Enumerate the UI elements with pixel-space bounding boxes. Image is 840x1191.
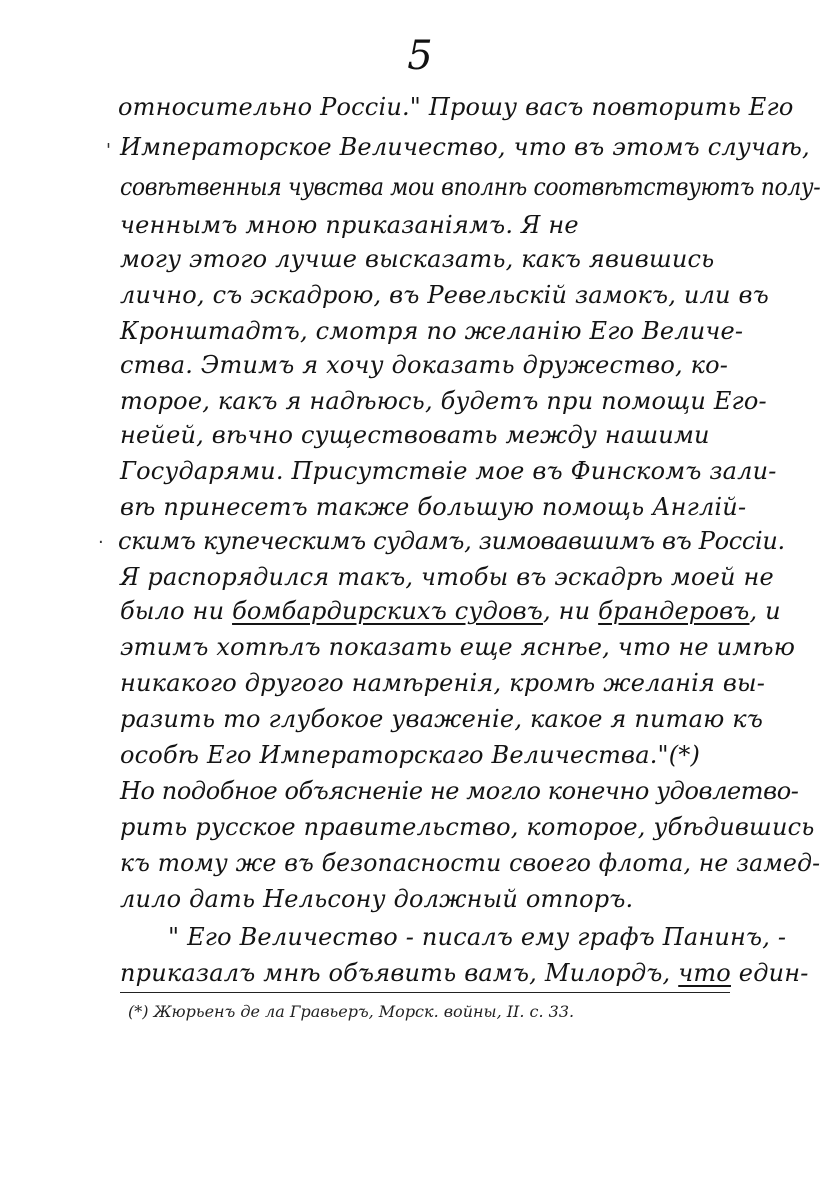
text-line: скимъ купеческимъ судамъ, зимовавшимъ въ Россіи. <box>118 527 785 555</box>
text-line: торое, какъ я надѣюсь, будетъ при помощи Его- <box>120 387 767 415</box>
text-line: этимъ хотѣлъ показать еще яснѣе, что не имѣю <box>120 633 796 661</box>
text-line: ченнымъ мною приказаніямъ. Я не <box>120 211 579 239</box>
text-line: разить то глубокое уваженіе, какое я питаю къ <box>120 705 764 733</box>
text-line: Я распорядился такъ, чтобы въ эскадрѣ моей не <box>120 563 774 591</box>
text-line: никакого другого намѣренія, кромѣ желанія вы- <box>120 669 766 697</box>
underlined-word: бомбардирскихъ судовъ <box>232 597 543 625</box>
underlined-word: брандеровъ <box>598 597 750 625</box>
text-line: ства. Этимъ я хочу доказать дружество, ко- <box>120 351 729 379</box>
text-line: Императорское Величество, что въ этомъ случаѣ, <box>120 133 810 161</box>
text-line: лично, съ эскадрою, въ Ревельскій замокъ, или въ <box>120 281 769 309</box>
underlined-word: что <box>678 959 731 987</box>
text-line: нейей, вѣчно существовать между нашими <box>120 421 710 449</box>
footnote: (*) Жюрьенъ де ла Гравьеръ, Морск. войны, II. с. 33. <box>128 1002 575 1021</box>
text-line: было ни бомбардирскихъ судовъ, ни брандеровъ, и <box>120 597 781 625</box>
margin-mark: ' <box>106 140 111 161</box>
text-line: относительно Россіи." Прошу васъ повторить Его <box>118 93 794 121</box>
text-line: " Его Величество - писалъ ему графъ Панинъ, - <box>168 923 787 951</box>
text-line: къ тому же въ безопасности своего флота, не замед- <box>120 849 821 877</box>
margin-mark: · <box>98 532 104 553</box>
text-line: могу этого лучше высказать, какъ явившись <box>120 245 715 273</box>
text-line: Но подобное объясненіе не могло конечно удовлетво- <box>120 777 799 805</box>
text-line: совѣтвенныя чувства мои вполнѣ соотвѣтствуютъ полу- <box>120 173 821 201</box>
text-line: рить русское правительство, которое, убѣдившись <box>120 813 815 841</box>
page-number: 5 <box>407 33 433 79</box>
text-line: лило дать Нельсону должный отпоръ. <box>120 885 634 913</box>
text-line: Кронштадтъ, смотря по желанію Его Величе- <box>120 317 744 345</box>
text-line: приказалъ мнѣ объявить вамъ, Милордъ, что един- <box>120 959 809 987</box>
footnote-divider <box>120 992 730 993</box>
text-line: особѣ Его Императорскаго Величества."(*) <box>120 741 701 769</box>
text-line: Государями. Присутствіе мое въ Финскомъ зали- <box>120 457 777 485</box>
text-line: вѣ принесетъ также большую помощь Англій- <box>120 493 747 521</box>
